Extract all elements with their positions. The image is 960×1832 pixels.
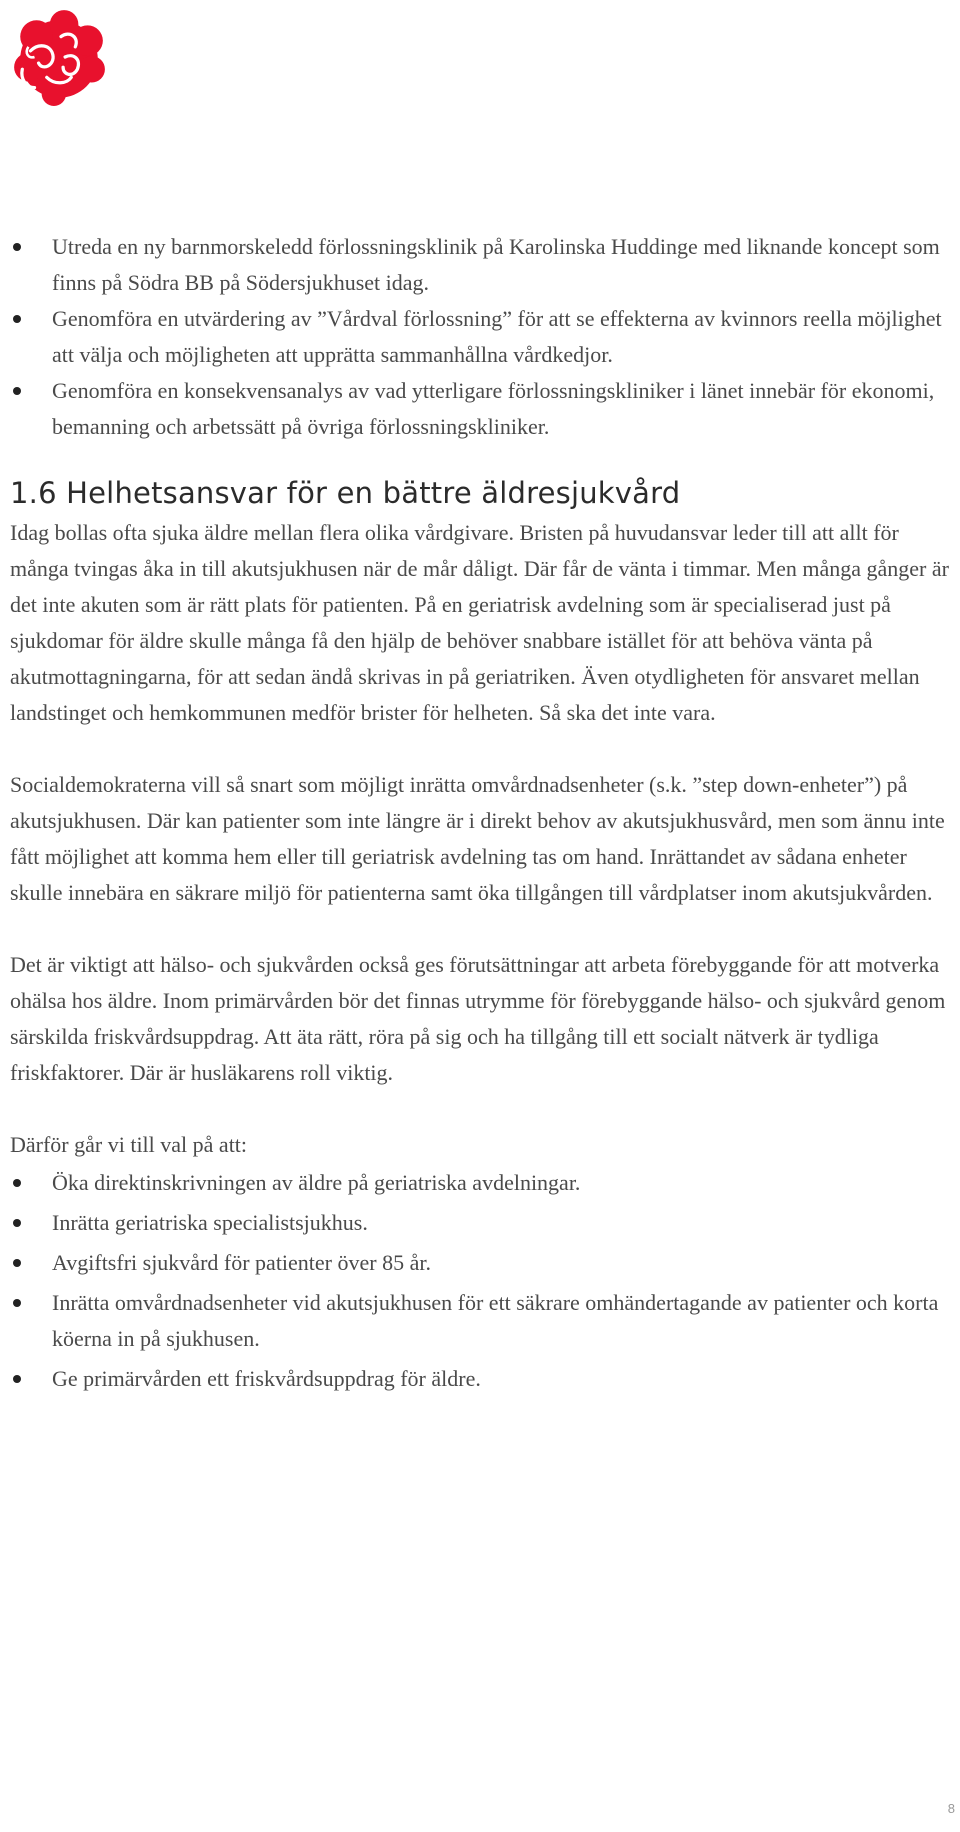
list-item: Genomföra en utvärdering av ”Vårdval förlossning” för att se effekterna av kvinnors reella möjlighet att välja och möjligheten att upprätta sammanhållna vårdkedjor.: [10, 301, 950, 373]
bullet-list-top: [10, 229, 950, 445]
list-item: Utreda en ny barnmorskeledd förlossningsklinik på Karolinska Huddinge med liknande koncept som finns på Södra BB på Södersjukhuset idag.: [10, 229, 950, 301]
bullet-list-demands: [10, 1165, 950, 1397]
paragraph: Idag bollas ofta sjuka äldre mellan flera olika vårdgivare. Bristen på huvudansvar leder till att allt för många tvingas åka in till akutsjukhusen när de mår dåligt. Där får de vänta i timmar. Men många gånger är det inte akuten som är rätt plats för patienten. På en geriatrisk avdelning som är specialiserad just på sjukdomar för äldre skulle många få den hjälp de behöver snabbare istället för att behöva vänta på akutmottagningarna, för att sedan ändå skrivas in på geriatriken. Även otydligheten för ansvaret mellan landstinget och hemkommunen medför brister för helheten. Så ska det inte vara.: [10, 520, 949, 725]
list-item: Inrätta geriatriska specialistsjukhus.: [10, 1205, 950, 1241]
list-item: Inrätta omvårdnadsenheter vid akutsjukhusen för ett säkrare omhändertagande av patienter och korta köerna in på sjukhusen.: [10, 1285, 950, 1357]
list-item: Genomföra en konsekvensanalys av vad ytterligare förlossningskliniker i länet innebär för ekonomi, bemanning och arbetssätt på övriga förlossningskliniker.: [10, 373, 950, 445]
rose-logo-icon: [8, 6, 110, 108]
paragraph: Socialdemokraterna vill så snart som möjligt inrätta omvårdnadsenheter (s.k. ”step down-enheter”) på akutsjukhusen. Där kan patienter som inte längre är i direkt behov av akutsjukhusvård, men som ännu inte fått möjlighet att komma hem eller till geriatrisk avdelning tas om hand. Inrättandet av sådana enheter skulle innebära en säkrare miljö för patienterna samt öka tillgången till vårdplatser inom akutsjukvården.: [10, 772, 945, 905]
list-item: Öka direktinskrivningen av äldre på geriatriska avdelningar.: [10, 1165, 950, 1201]
list-item: Avgiftsfri sjukvård för patienter över 85 år.: [10, 1245, 950, 1281]
list-item: Ge primärvården ett friskvårdsuppdrag för äldre.: [10, 1361, 950, 1397]
section-heading: 1.6 Helhetsansvar för en bättre äldresjukvård: [10, 476, 681, 510]
paragraph: Det är viktigt att hälso- och sjukvården också ges förutsättningar att arbeta förebyggande för att motverka ohälsa hos äldre. Inom primärvården bör det finnas utrymme för förebyggande hälso- och sjukvård genom särskilda friskvårdsuppdrag. Att äta rätt, röra på sig och ha tillgång till ett socialt nätverk är tydliga friskfaktorer. Där är husläkarens roll viktig.: [10, 952, 946, 1085]
list-intro: Därför går vi till val på att:: [10, 1132, 248, 1157]
page-number: 8: [947, 1801, 955, 1816]
document-body: [10, 229, 950, 1401]
